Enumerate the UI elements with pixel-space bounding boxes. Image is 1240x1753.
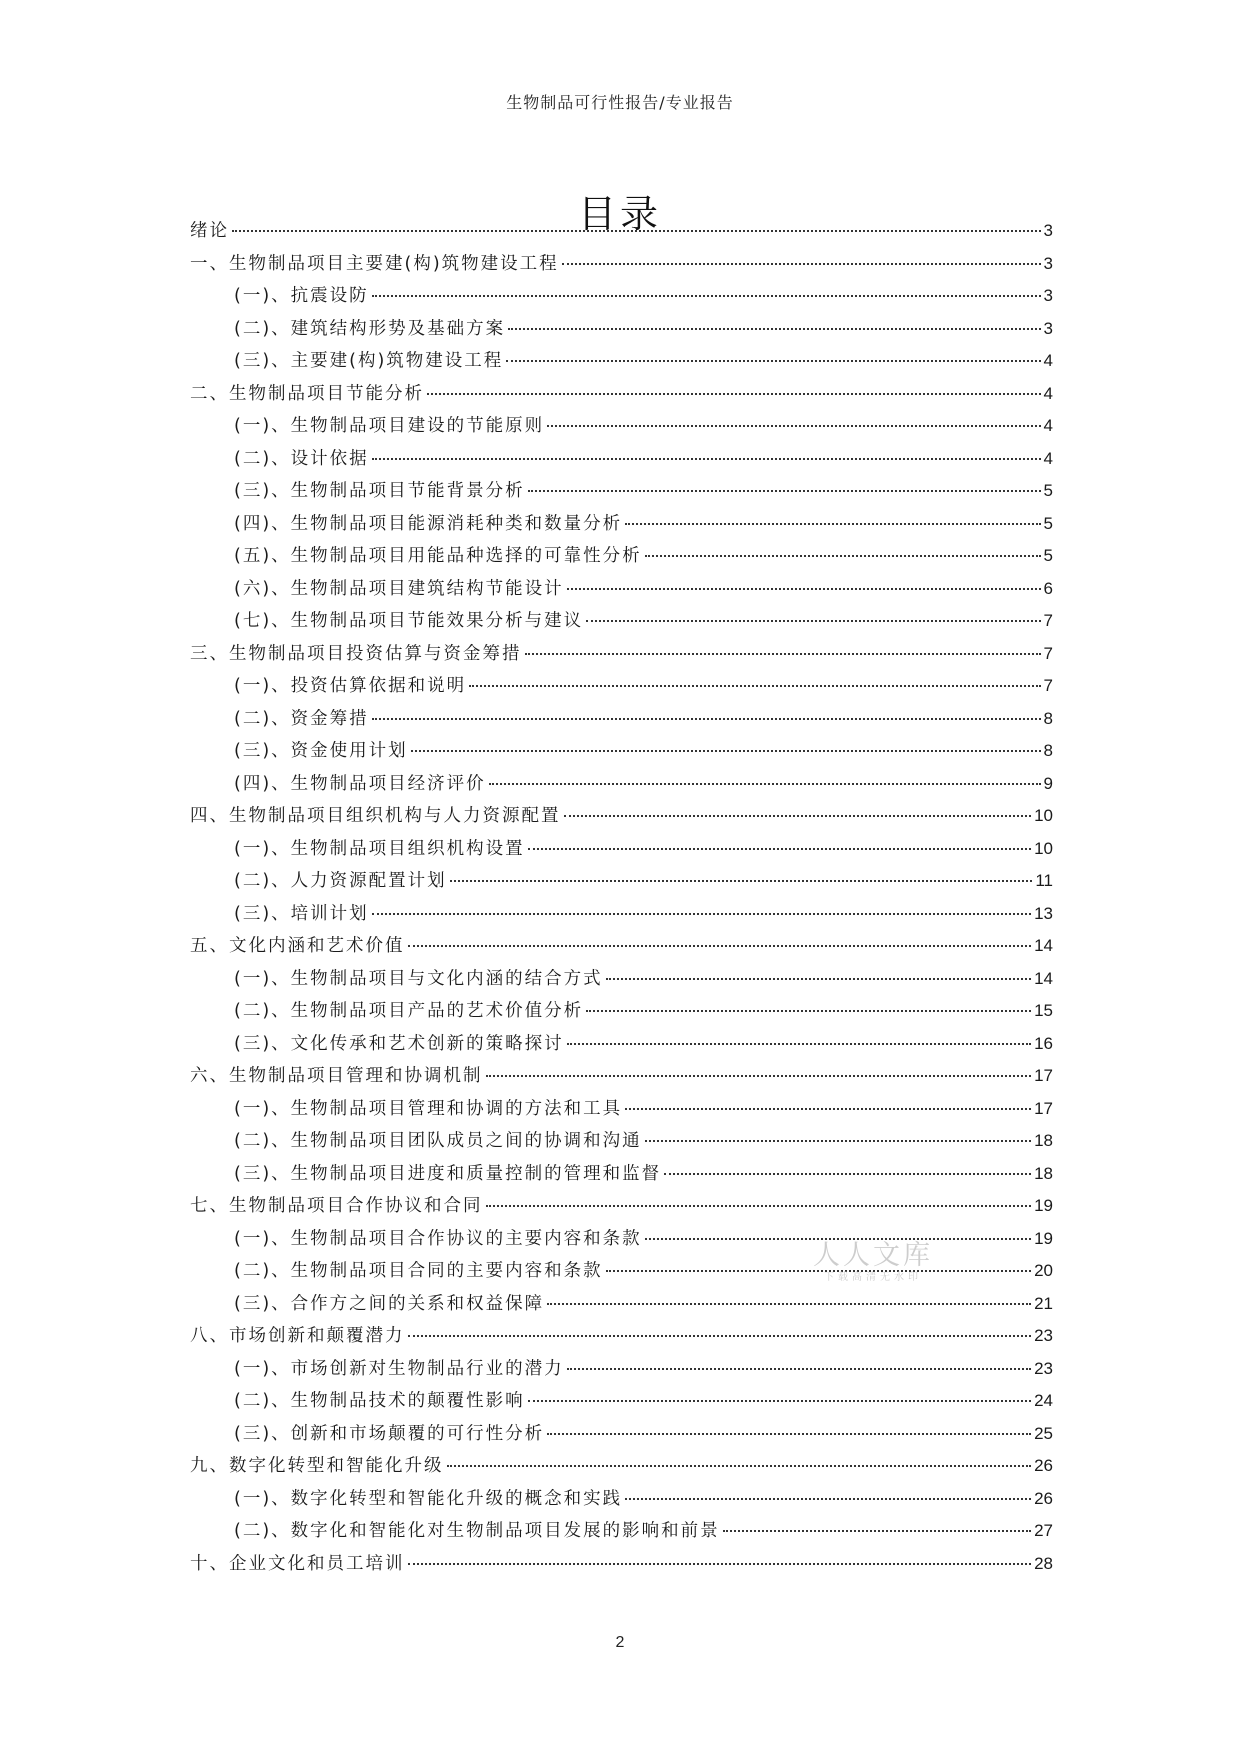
- toc-chapter-entry[interactable]: [190, 1550, 1053, 1583]
- toc-section-entry[interactable]: [190, 1290, 1053, 1323]
- toc-chapter-entry[interactable]: [190, 217, 1053, 250]
- toc-entry-title: (二)、资金筹措: [234, 708, 369, 729]
- toc-entry-title: 绪论: [190, 221, 229, 241]
- toc-section-entry[interactable]: [190, 1517, 1053, 1550]
- toc-entry-page-number: 25: [1034, 1423, 1053, 1443]
- toc-dot-leader: [525, 653, 1041, 655]
- toc-dot-leader: [664, 1173, 1031, 1175]
- toc-entry-title: (四)、生物制品项目能源消耗种类和数量分析: [234, 513, 623, 534]
- toc-section-entry[interactable]: [190, 315, 1053, 348]
- toc-entry-title: (二)、数字化和智能化对生物制品项目发展的影响和前景: [234, 1521, 720, 1541]
- toc-entry-title: (二)、生物制品项目产品的艺术价值分析: [234, 1001, 584, 1021]
- toc-entry-title: (一)、抗震设防: [234, 286, 369, 306]
- toc-dot-leader: [723, 1530, 1031, 1532]
- toc-section-entry[interactable]: [190, 900, 1053, 933]
- toc-entry-page-number: 18: [1034, 1131, 1053, 1150]
- toc-dot-leader: [547, 1433, 1031, 1435]
- toc-section-entry[interactable]: [190, 1387, 1053, 1420]
- toc-dot-leader: [408, 1563, 1032, 1565]
- toc-entry-title: (三)、创新和市场颠覆的可行性分析: [234, 1423, 545, 1444]
- toc-dot-leader: [645, 555, 1041, 557]
- toc-entry-page-number: 20: [1034, 1261, 1053, 1280]
- toc-dot-leader: [450, 880, 1033, 882]
- toc-entry-page-number: 7: [1043, 611, 1053, 630]
- toc-dot-leader: [486, 1075, 1032, 1077]
- toc-dot-leader: [567, 1368, 1031, 1370]
- toc-section-entry[interactable]: [190, 347, 1053, 380]
- toc-dot-leader: [528, 848, 1031, 850]
- toc-entry-page-number: 14: [1034, 936, 1053, 955]
- toc-dot-leader: [232, 230, 1041, 232]
- toc-entry-title: (四)、生物制品项目经济评价: [234, 773, 486, 794]
- toc-section-entry[interactable]: [190, 510, 1053, 543]
- toc-section-entry[interactable]: [190, 835, 1053, 868]
- toc-entry-page-number: 24: [1034, 1391, 1053, 1410]
- toc-chapter-entry[interactable]: [190, 1322, 1053, 1355]
- toc-chapter-entry[interactable]: [190, 1192, 1053, 1225]
- toc-dot-leader: [372, 295, 1041, 297]
- toc-chapter-entry[interactable]: [190, 1452, 1053, 1485]
- toc-entry-page-number: 4: [1043, 416, 1053, 435]
- toc-entry-title: (三)、生物制品项目节能背景分析: [234, 481, 525, 501]
- toc-dot-leader: [408, 945, 1032, 947]
- toc-entry-title: (三)、合作方之间的关系和权益保障: [234, 1293, 545, 1314]
- toc-entry-title: (二)、生物制品项目团队成员之间的协调和沟通: [234, 1131, 642, 1151]
- toc-entry-page-number: 5: [1043, 513, 1053, 533]
- toc-entry-page-number: 10: [1034, 838, 1053, 858]
- watermark-sub-text: 下载高清无水印: [824, 1272, 922, 1283]
- toc-dot-leader: [508, 328, 1040, 330]
- page-number: 2: [615, 1634, 625, 1651]
- toc-entry-title: (二)、建筑结构形势及基础方案: [234, 318, 506, 339]
- toc-entry-title: (一)、生物制品项目建设的节能原则: [234, 416, 545, 436]
- toc-section-entry[interactable]: [190, 1127, 1053, 1160]
- running-header: 生物制品可行性报告/专业报告: [506, 93, 734, 112]
- toc-dot-leader: [469, 685, 1040, 687]
- toc-dot-leader: [372, 458, 1041, 460]
- toc-entry-title: (七)、生物制品项目节能效果分析与建议: [234, 611, 584, 631]
- toc-dot-leader: [547, 425, 1040, 427]
- toc-section-entry[interactable]: [190, 412, 1053, 445]
- toc-entry-page-number: 5: [1043, 481, 1053, 500]
- toc-entry-page-number: 11: [1035, 871, 1053, 890]
- toc-entry-page-number: 17: [1034, 1066, 1053, 1085]
- toc-entry-page-number: 10: [1034, 806, 1053, 825]
- toc-section-entry[interactable]: [190, 1485, 1053, 1518]
- toc-entry-title: (二)、人力资源配置计划: [234, 871, 447, 891]
- toc-entry-title: (二)、生物制品技术的颠覆性影响: [234, 1391, 525, 1411]
- toc-entry-page-number: 9: [1043, 773, 1053, 793]
- toc-dot-leader: [625, 523, 1040, 525]
- toc-entry-page-number: 5: [1043, 546, 1053, 565]
- toc-entry-title: (三)、主要建(构)筑物建设工程: [234, 351, 504, 371]
- toc-entry-page-number: 7: [1043, 643, 1053, 663]
- toc-entry-page-number: 4: [1043, 448, 1053, 468]
- toc-entry-title: (一)、生物制品项目与文化内涵的结合方式: [234, 968, 603, 989]
- table-of-contents: [190, 217, 1053, 1582]
- toc-dot-leader: [447, 1465, 1032, 1467]
- toc-section-entry[interactable]: [190, 607, 1053, 640]
- toc-entry-title: (二)、设计依据: [234, 448, 369, 469]
- toc-dot-leader: [586, 620, 1040, 622]
- toc-entry-page-number: 26: [1034, 1456, 1053, 1475]
- toc-section-entry[interactable]: [190, 1420, 1053, 1453]
- toc-entry-title: (五)、生物制品项目用能品种选择的可靠性分析: [234, 546, 642, 566]
- toc-title: 目录: [577, 192, 662, 237]
- toc-entry-page-number: 6: [1043, 578, 1053, 598]
- toc-entry-page-number: 23: [1034, 1358, 1053, 1378]
- toc-dot-leader: [625, 1498, 1031, 1500]
- toc-dot-leader: [586, 1010, 1031, 1012]
- toc-dot-leader: [372, 913, 1031, 915]
- toc-dot-leader: [506, 360, 1040, 362]
- toc-section-entry[interactable]: [190, 282, 1053, 315]
- toc-entry-title: 十、企业文化和员工培训: [190, 1553, 405, 1574]
- toc-dot-leader: [411, 750, 1041, 752]
- toc-entry-title: (三)、资金使用计划: [234, 741, 408, 761]
- toc-entry-title: (一)、市场创新对生物制品行业的潜力: [234, 1358, 564, 1379]
- toc-section-entry[interactable]: [190, 997, 1053, 1030]
- toc-chapter-entry[interactable]: [190, 1062, 1053, 1095]
- toc-dot-leader: [408, 1335, 1032, 1337]
- toc-entry-page-number: 3: [1043, 221, 1053, 240]
- toc-dot-leader: [606, 978, 1031, 980]
- toc-dot-leader: [486, 1205, 1032, 1207]
- toc-entry-title: (二)、生物制品项目合同的主要内容和条款: [234, 1261, 603, 1281]
- toc-dot-leader: [528, 1400, 1031, 1402]
- toc-chapter-entry[interactable]: [190, 380, 1053, 413]
- toc-chapter-entry[interactable]: [190, 640, 1053, 673]
- toc-entry-title: (三)、文化传承和艺术创新的策略探讨: [234, 1033, 564, 1054]
- toc-entry-page-number: 15: [1034, 1001, 1053, 1020]
- toc-entry-page-number: 19: [1034, 1228, 1053, 1248]
- toc-dot-leader: [564, 815, 1032, 817]
- toc-dot-leader: [427, 393, 1041, 395]
- toc-section-entry[interactable]: [190, 1355, 1053, 1388]
- toc-dot-leader: [625, 1108, 1031, 1110]
- toc-entry-title: (三)、培训计划: [234, 903, 369, 924]
- toc-entry-title: (六)、生物制品项目建筑结构节能设计: [234, 578, 564, 599]
- toc-section-entry[interactable]: [190, 770, 1053, 803]
- toc-section-entry[interactable]: [190, 965, 1053, 998]
- toc-entry-page-number: 4: [1043, 383, 1053, 403]
- toc-dot-leader: [489, 783, 1041, 785]
- toc-entry-page-number: 19: [1034, 1196, 1053, 1215]
- toc-entry-page-number: 23: [1034, 1326, 1053, 1345]
- toc-section-entry[interactable]: [190, 477, 1053, 510]
- toc-entry-page-number: 4: [1043, 351, 1053, 370]
- toc-entry-title: (三)、生物制品项目进度和质量控制的管理和监督: [234, 1163, 662, 1184]
- toc-dot-leader: [645, 1140, 1031, 1142]
- watermark-logo: [808, 1241, 938, 1285]
- toc-entry-title: 四、生物制品项目组织机构与人力资源配置: [190, 806, 561, 826]
- toc-entry-title: 七、生物制品项目合作协议和合同: [190, 1196, 483, 1216]
- toc-entry-title: (一)、生物制品项目管理和协调的方法和工具: [234, 1098, 623, 1119]
- toc-entry-title: (一)、数字化转型和智能化升级的概念和实践: [234, 1488, 623, 1509]
- toc-dot-leader: [567, 1043, 1031, 1045]
- toc-entry-title: 一、生物制品项目主要建(构)筑物建设工程: [190, 253, 559, 274]
- toc-entry-page-number: 28: [1034, 1553, 1053, 1573]
- toc-section-entry[interactable]: [190, 445, 1053, 478]
- toc-dot-leader: [528, 490, 1041, 492]
- toc-entry-title: (一)、生物制品项目组织机构设置: [234, 838, 525, 859]
- toc-section-entry[interactable]: [190, 542, 1053, 575]
- toc-section-entry[interactable]: [190, 1030, 1053, 1063]
- toc-entry-page-number: 26: [1034, 1488, 1053, 1508]
- toc-dot-leader: [547, 1303, 1031, 1305]
- toc-entry-page-number: 13: [1034, 903, 1053, 923]
- toc-section-entry[interactable]: [190, 1160, 1053, 1193]
- toc-section-entry[interactable]: [190, 1095, 1053, 1128]
- toc-section-entry[interactable]: [190, 737, 1053, 770]
- toc-chapter-entry[interactable]: [190, 932, 1053, 965]
- toc-section-entry[interactable]: [190, 672, 1053, 705]
- toc-entry-page-number: 3: [1043, 286, 1053, 305]
- toc-section-entry[interactable]: [190, 575, 1053, 608]
- toc-entry-title: (一)、生物制品项目合作协议的主要内容和条款: [234, 1228, 642, 1249]
- toc-entry-page-number: 27: [1034, 1521, 1053, 1540]
- toc-entry-page-number: 8: [1043, 741, 1053, 760]
- toc-entry-page-number: 3: [1043, 318, 1053, 338]
- toc-entry-page-number: 18: [1034, 1163, 1053, 1183]
- toc-entry-page-number: 7: [1043, 676, 1053, 695]
- toc-section-entry[interactable]: [190, 705, 1053, 738]
- toc-chapter-entry[interactable]: [190, 250, 1053, 283]
- toc-chapter-entry[interactable]: [190, 802, 1053, 835]
- toc-entry-title: 二、生物制品项目节能分析: [190, 383, 424, 404]
- toc-entry-page-number: 14: [1034, 968, 1053, 988]
- toc-entry-page-number: 3: [1043, 253, 1053, 273]
- toc-entry-page-number: 8: [1043, 708, 1053, 728]
- toc-dot-leader: [562, 263, 1041, 265]
- toc-entry-title: 八、市场创新和颠覆潜力: [190, 1326, 405, 1346]
- toc-entry-title: 五、文化内涵和艺术价值: [190, 936, 405, 956]
- toc-entry-page-number: 16: [1034, 1033, 1053, 1053]
- toc-entry-title: 九、数字化转型和智能化升级: [190, 1456, 444, 1476]
- toc-entry-title: 三、生物制品项目投资估算与资金筹措: [190, 643, 522, 664]
- toc-entry-title: (一)、投资估算依据和说明: [234, 676, 467, 696]
- watermark-main-text: 人人文库: [813, 1240, 933, 1271]
- toc-dot-leader: [567, 588, 1041, 590]
- toc-section-entry[interactable]: [190, 867, 1053, 900]
- toc-entry-page-number: 21: [1034, 1293, 1053, 1313]
- toc-dot-leader: [372, 718, 1041, 720]
- toc-entry-title: 六、生物制品项目管理和协调机制: [190, 1066, 483, 1086]
- toc-entry-page-number: 17: [1034, 1098, 1053, 1118]
